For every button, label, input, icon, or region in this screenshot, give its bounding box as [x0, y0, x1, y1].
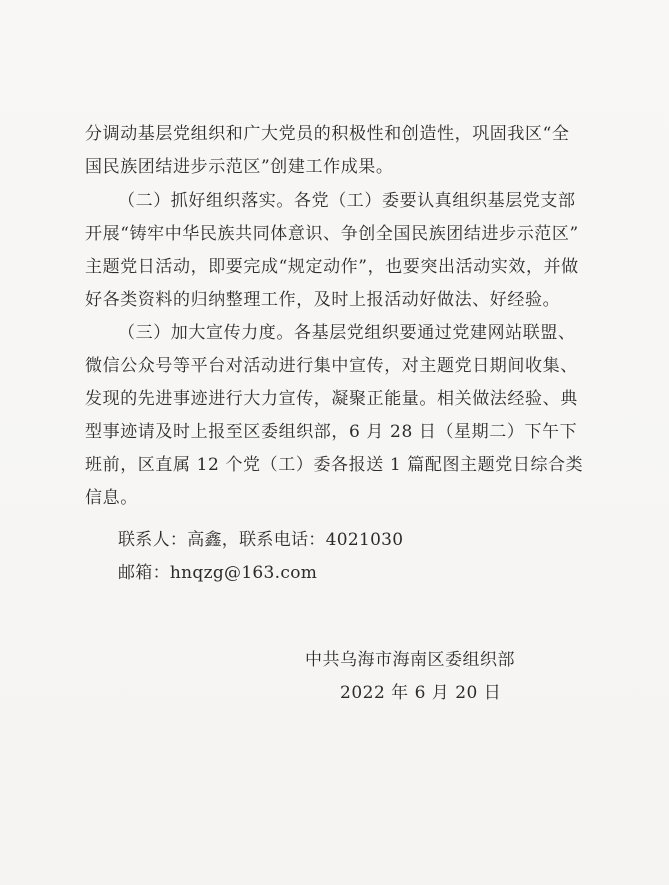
- contact-person-line: 联系人：高鑫，联系电话：4021030: [118, 530, 404, 550]
- signature-date: 2022 年 6 月 20 日: [340, 683, 502, 703]
- body-line-9: 发现的先进事迹进行大力宣传，凝聚正能量。相关做法经验、典: [85, 389, 578, 409]
- body-line-10: 型事迹请及时上报至区委组织部，6 月 28 日（星期二）下午下: [85, 422, 578, 442]
- body-line-11: 班前，区直属 12 个党（工）委各报送 1 篇配图主题党日综合类: [85, 455, 584, 475]
- signature-organization: 中共乌海市海南区委组织部: [305, 650, 515, 670]
- body-line-5: 主题党日活动，即要完成“规定动作”，也要突出活动实效，并做: [85, 257, 579, 277]
- body-line-12: 信息。: [85, 488, 138, 508]
- body-line-8: 微信公众号等平台对活动进行集中宣传，对主题党日期间收集、: [85, 356, 578, 376]
- body-line-6: 好各类资料的归纳整理工作，及时上报活动好做法、好经验。: [85, 290, 561, 310]
- body-line-1: 分调动基层党组织和广大党员的积极性和创造性，巩固我区“全: [85, 124, 570, 144]
- body-line-4: 开展“铸牢中华民族共同体意识、争创全国民族团结进步示范区”: [85, 224, 579, 244]
- contact-email-line: 邮箱：hnqzg@163.com: [118, 563, 318, 583]
- section-three-heading-line: （三）加大宣传力度。各基层党组织要通过党建网站联盟、: [118, 323, 576, 343]
- section-two-heading-line: （二）抓好组织落实。各党（工）委要认真组织基层党支部: [118, 191, 576, 211]
- body-line-2: 国民族团结进步示范区”创建工作成果。: [85, 157, 394, 177]
